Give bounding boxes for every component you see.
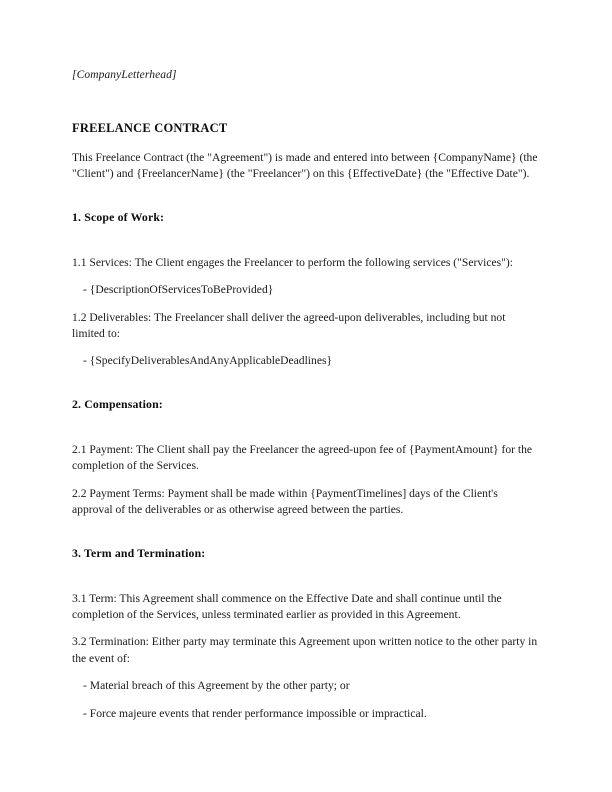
clause-1-2-deliverables: 1.2 Deliverables: The Freelancer shall deliver the agreed-upon deliverables, including but not limited to: (72, 310, 506, 340)
clause-3-2-termination: 3.2 Termination: Either party may terminate this Agreement upon written notice to the other party in the event of: (72, 635, 538, 665)
section-term-and-termination (72, 546, 540, 723)
clause-1-1-services: 1.1 Services: The Client engages the Freelancer to perform the following services ("Services"): (72, 255, 513, 269)
bullet-description-of-services: - {DescriptionOfServicesToBeProvided} (83, 283, 274, 297)
bullet-specify-deliverables: - {SpecifyDeliverablesAndAnyApplicableDeadlines} (83, 354, 333, 368)
section-scope-of-work (72, 210, 540, 370)
bullet-force-majeure: - Force majeure events that render performance impossible or impractical. (83, 706, 427, 720)
document-title: FREELANCE CONTRACT (72, 120, 228, 135)
bullet-material-breach: - Material breach of this Agreement by the other party; or (83, 679, 350, 693)
section-heading-compensation: 2. Compensation: (72, 396, 163, 411)
company-letterhead-placeholder: [CompanyLetterhead] (72, 69, 177, 81)
clause-2-1-payment: 2.1 Payment: The Client shall pay the Freelancer the agreed-upon fee of {PaymentAmount} for the completion of the Services. (72, 442, 533, 473)
intro-paragraph: This Freelance Contract (the "Agreement") is made and entered into between {CompanyName} (the "Client") and {FreelancerName} (the "Freelancer") on this {EffectiveDate} (the "Effective Date"). (72, 150, 538, 181)
section-compensation (72, 397, 540, 519)
clause-3-1-term: 3.1 Term: This Agreement shall commence on the Effective Date and shall continue until the completion of the Services, unless terminated earlier as provided in this Agreement. (72, 591, 502, 621)
section-heading-scope-of-work: 1. Scope of Work: (72, 209, 165, 224)
clause-2-2-payment-terms: 2.2 Payment Terms: Payment shall be made within {PaymentTimelines] days of the Client's approval of the deliverables or as otherwise agreed between the parties. (72, 486, 498, 517)
section-heading-term-and-termination: 3. Term and Termination: (72, 545, 206, 560)
